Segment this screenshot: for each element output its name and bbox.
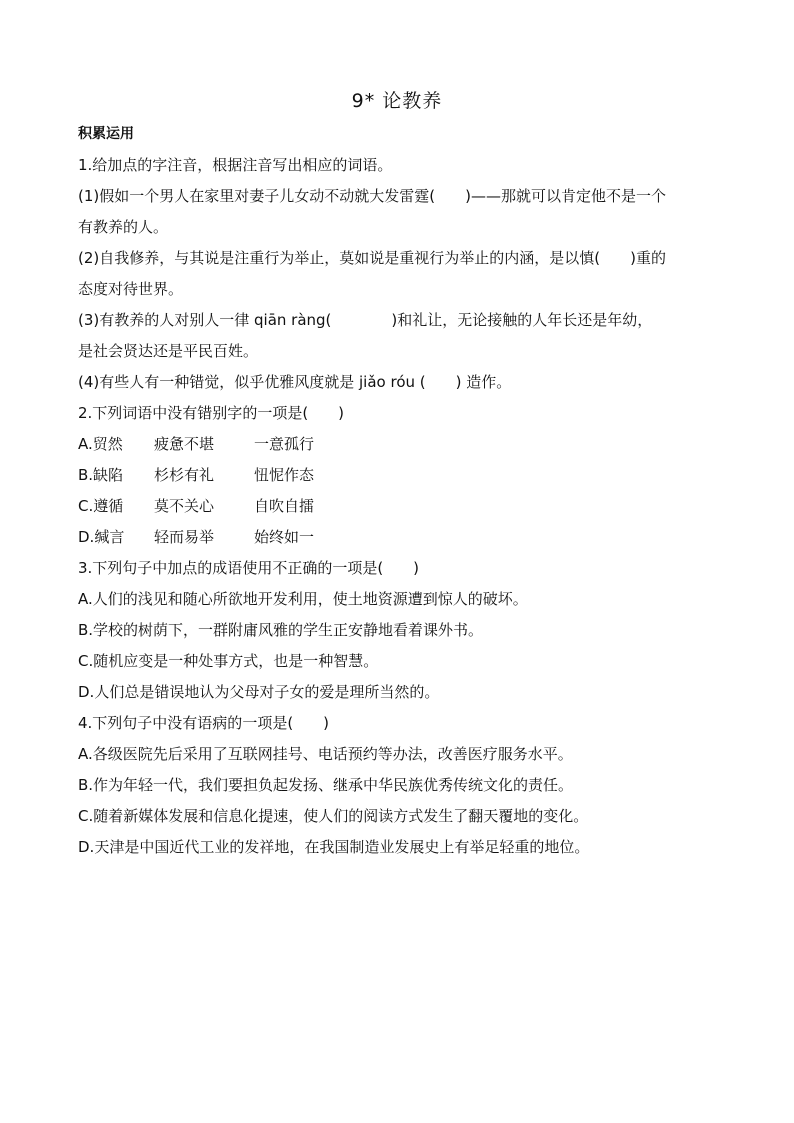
q2-stem: 2.下列词语中没有错别字的一项是( ) (78, 404, 345, 422)
q2-option-b (78, 465, 314, 485)
q1-item-1-cont: 有教养的人。 (78, 218, 169, 236)
option-word: 莫不关心 (154, 497, 215, 515)
q4-option-d: D.天津是中国近代工业的发祥地，在我国制造业发展史上有举足轻重的地位。 (78, 838, 590, 856)
option-word: 一意孤行 (254, 435, 315, 453)
option-label: D.缄言 (78, 528, 125, 546)
q4-option-a: A.各级医院先后采用了互联网挂号、电话预约等办法，改善医疗服务水平。 (78, 745, 573, 763)
q1-item-2: (2)自我修养，与其说是注重行为举止，莫如说是重视行为举止的内涵，是以慎( )重的 (78, 249, 666, 267)
q1-item-3: (3)有教养的人对别人一律 qiān ràng( )和礼让，无论接触的人年长还是年幼， (78, 311, 653, 329)
q4-option-c: C.随着新媒体发展和信息化提速，使人们的阅读方式发生了翻天覆地的变化。 (78, 807, 589, 825)
q3-stem: 3.下列句子中加点的成语使用不正确的一项是( ) (78, 559, 420, 577)
q3-option-c: C.随机应变是一种处事方式，也是一种智慧。 (78, 652, 379, 670)
option-label: A.贸然 (78, 435, 123, 453)
option-word: 轻而易举 (154, 528, 215, 546)
q1-item-1: (1)假如一个男人在家里对妻子儿女动不动就大发雷霆( )——那就可以肯定他不是一个 (78, 187, 666, 205)
q1-item-4: (4)有些人有一种错觉，似乎优雅风度就是 jiǎo róu ( ) 造作。 (78, 373, 512, 391)
q3-option-b: B.学校的树荫下，一群附庸风雅的学生正安静地看着课外书。 (78, 621, 484, 639)
page-title: 9* 论教养 (351, 90, 443, 112)
q1-stem: 1.给加点的字注音，根据注音写出相应的词语。 (78, 156, 393, 174)
q3-option-d: D.人们总是错误地认为父母对子女的爱是理所当然的。 (78, 683, 440, 701)
option-word: 始终如一 (254, 528, 315, 546)
q4-option-b: B.作为年轻一代，我们要担负起发扬、继承中华民族优秀传统文化的责任。 (78, 776, 574, 794)
option-label: B.缺陷 (78, 466, 124, 484)
q3-option-a: A.人们的浅见和随心所欲地开发利用，使土地资源遭到惊人的破坏。 (78, 590, 528, 608)
option-word: 疲惫不堪 (154, 435, 215, 453)
option-label: C.遵循 (78, 497, 124, 515)
option-word: 忸怩作态 (254, 466, 315, 484)
q4-stem: 4.下列句子中没有语病的一项是( ) (78, 714, 330, 732)
q2-option-a (78, 434, 314, 454)
option-word: 自吹自擂 (254, 497, 315, 515)
q2-option-c (78, 496, 314, 516)
q2-option-d (78, 527, 314, 547)
option-word: 杉杉有礼 (154, 466, 215, 484)
q1-item-3-cont: 是社会贤达还是平民百姓。 (78, 342, 259, 360)
section-heading: 积累运用 (78, 126, 134, 142)
q1-item-2-cont: 态度对待世界。 (78, 280, 184, 298)
